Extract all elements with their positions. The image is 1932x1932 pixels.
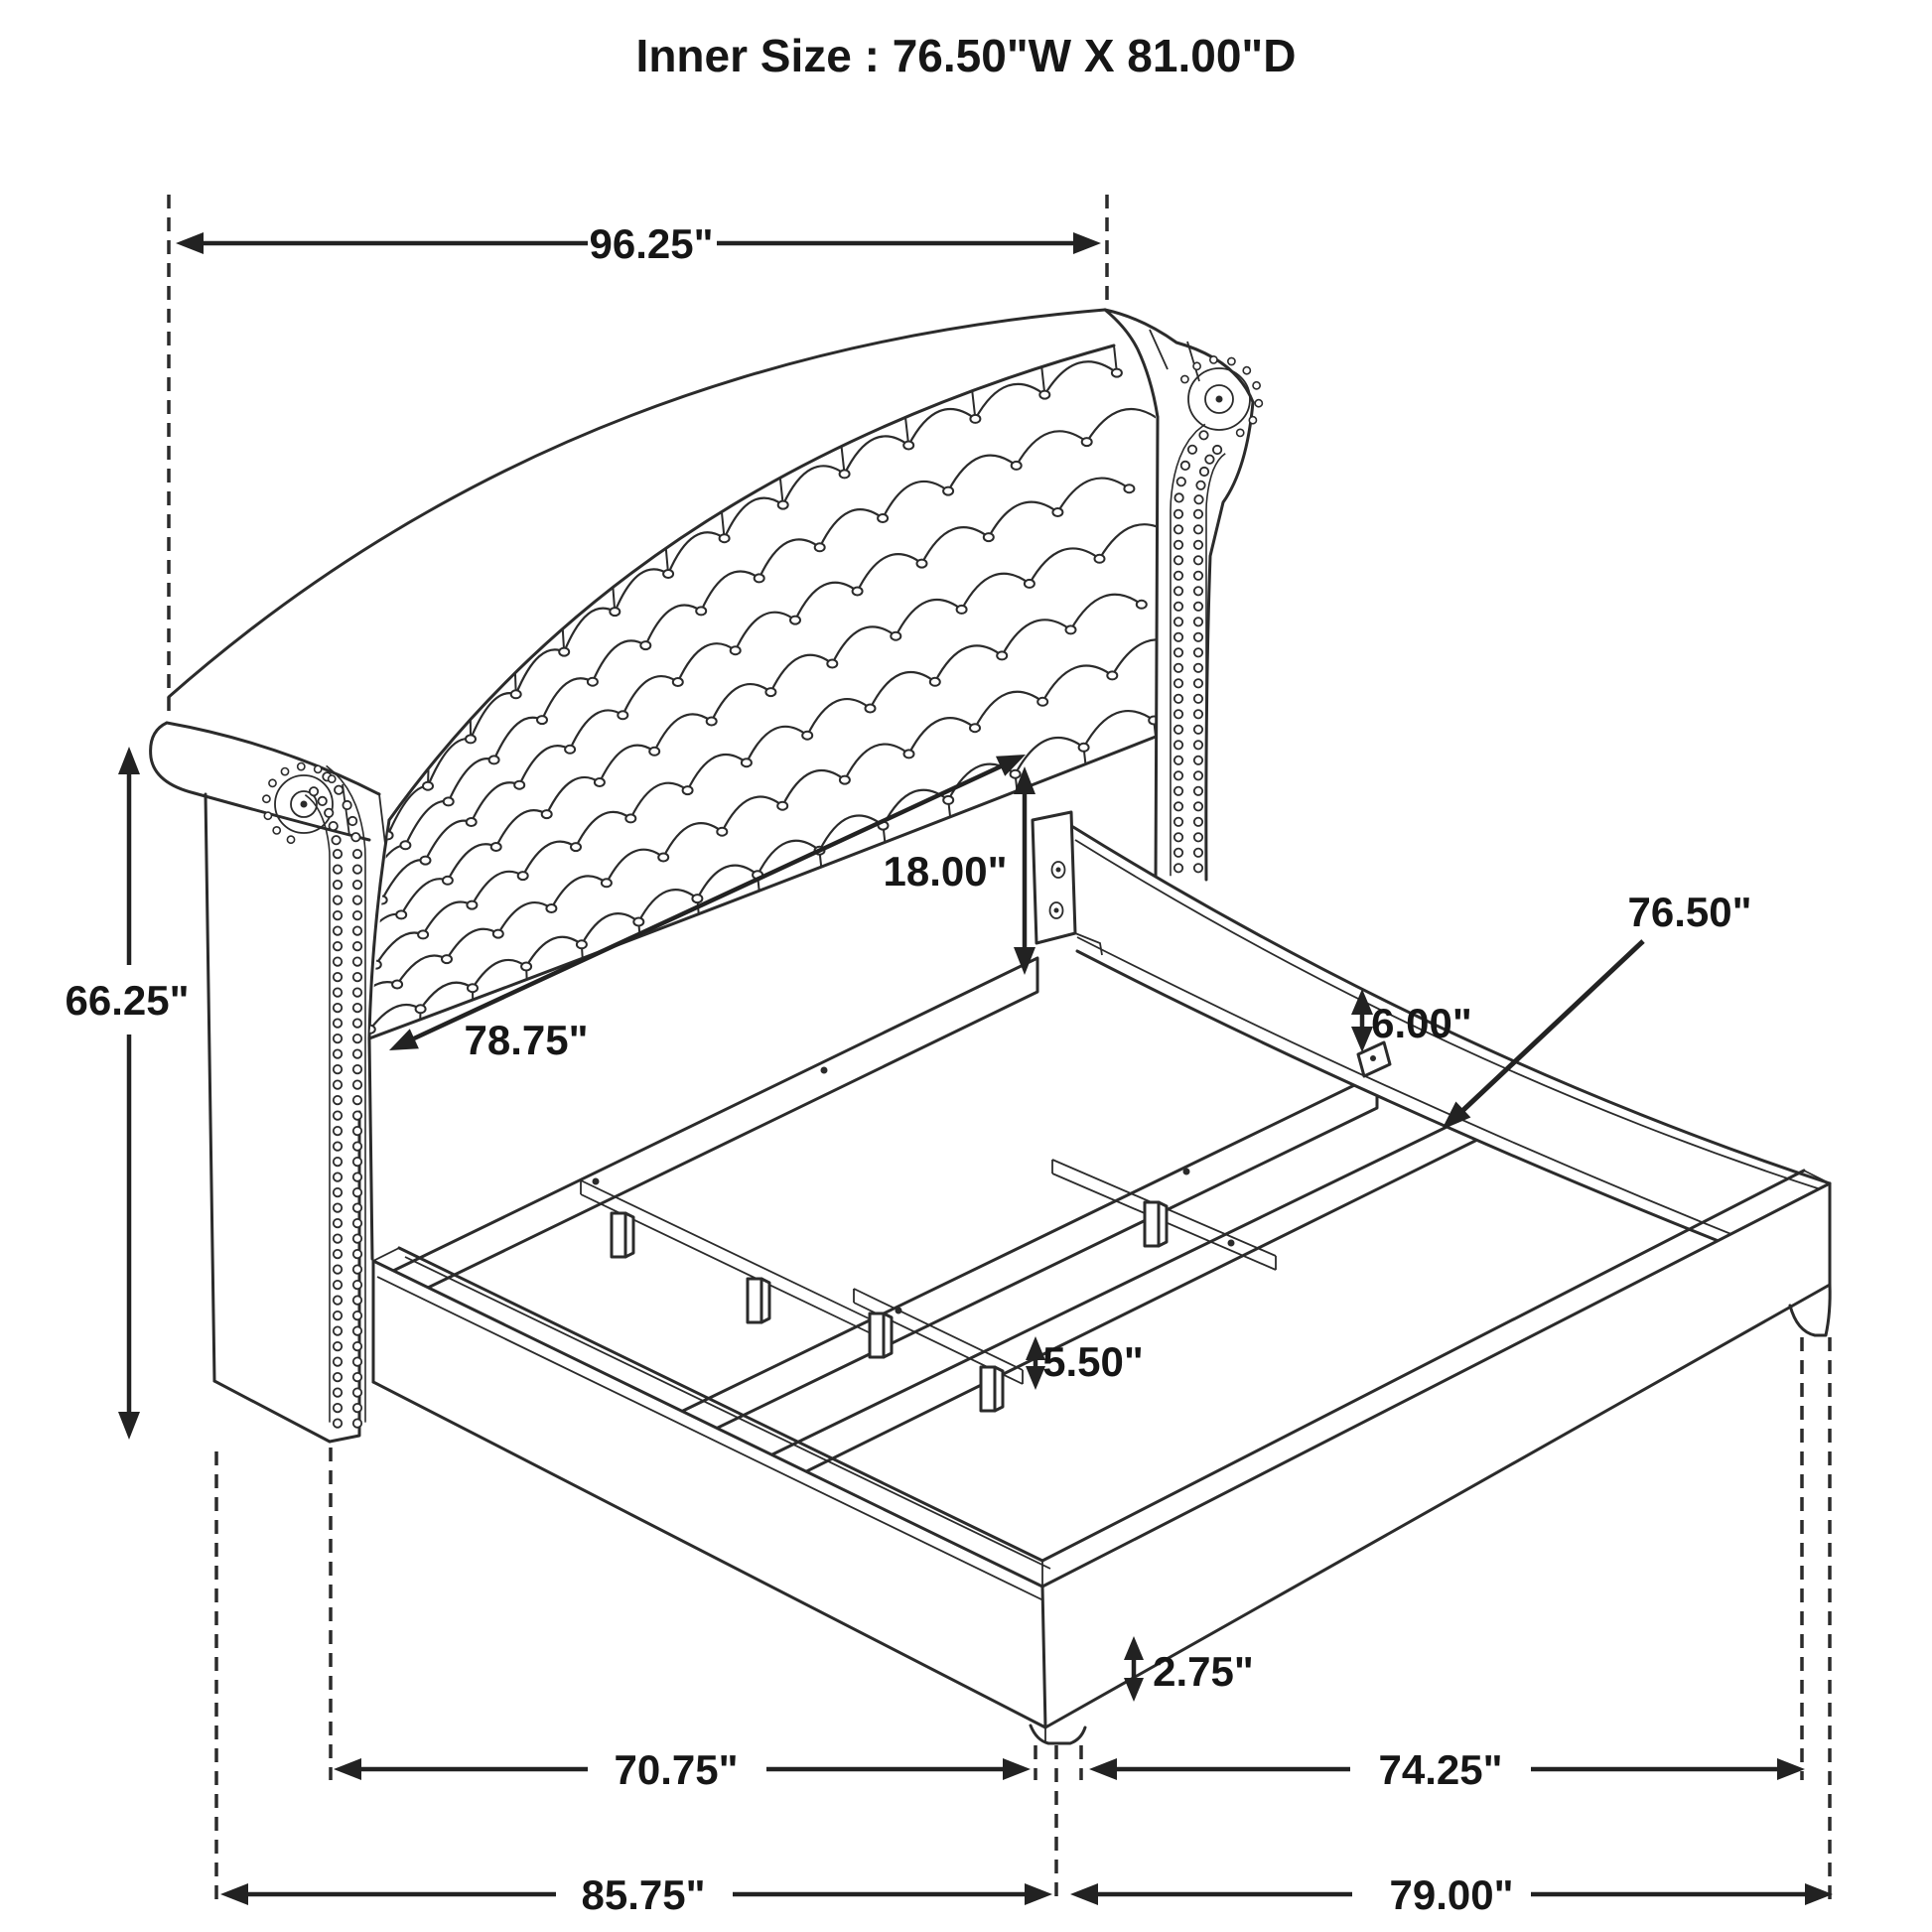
- dim-label: 70.75": [614, 1746, 739, 1793]
- left-scroll-post: [151, 723, 385, 1442]
- dim-inner-width: [334, 1746, 1031, 1793]
- headboard-panel-top-edge: [389, 345, 1114, 820]
- left-side-rail: [373, 1257, 1050, 1727]
- support-leg: [870, 1313, 892, 1357]
- nailhead-trim-left: [305, 765, 365, 1427]
- dim-label: 85.75": [581, 1871, 706, 1918]
- dim-outer-depth: [1070, 1871, 1833, 1918]
- headboard-top-edge: [169, 310, 1105, 697]
- dim-label: 76.50": [1627, 889, 1752, 935]
- support-leg: [748, 1279, 769, 1322]
- diagram-title: Inner Size : 76.50"W X 81.00"D: [635, 30, 1297, 81]
- dim-inner-depth: [1089, 1746, 1805, 1793]
- right-post-outer-edge: [1206, 402, 1253, 880]
- nailhead-trim-scroll-faces: [263, 356, 1263, 844]
- dim-label: 74.25": [1378, 1746, 1503, 1793]
- slat: [393, 958, 1037, 1305]
- right-post-front-edge: [1156, 417, 1158, 884]
- dim-panel-clearance: [883, 766, 1035, 975]
- dim-outer-width: [220, 1871, 1052, 1918]
- dim-label: 78.75": [464, 1017, 589, 1063]
- left-post-outer-edge: [206, 794, 214, 1381]
- dim-label: 18.00": [883, 848, 1008, 895]
- front-corner-leg: [1031, 1725, 1085, 1743]
- support-leg: [1145, 1202, 1167, 1246]
- headboard-panel-left-edge: [369, 820, 389, 1259]
- nailhead-trim-right: [1171, 424, 1225, 876]
- dim-label: 6.00": [1371, 1000, 1472, 1046]
- dim-label: 66.25": [65, 977, 190, 1024]
- dim-slat-leg-height: [1026, 1336, 1144, 1390]
- dim-label: 5.50": [1042, 1338, 1144, 1385]
- left-post-bottom-edge: [214, 1381, 330, 1442]
- support-leg: [981, 1367, 1003, 1411]
- bed-frame: [373, 812, 1830, 1743]
- dim-headboard-height: [65, 747, 189, 1440]
- support-leg: [612, 1213, 633, 1257]
- dim-overall-width: [176, 220, 1101, 267]
- dim-label: 2.75": [1153, 1648, 1254, 1695]
- dim-label: 79.00": [1389, 1871, 1514, 1918]
- slat: [683, 1074, 1377, 1445]
- dim-label: 96.25": [589, 220, 714, 267]
